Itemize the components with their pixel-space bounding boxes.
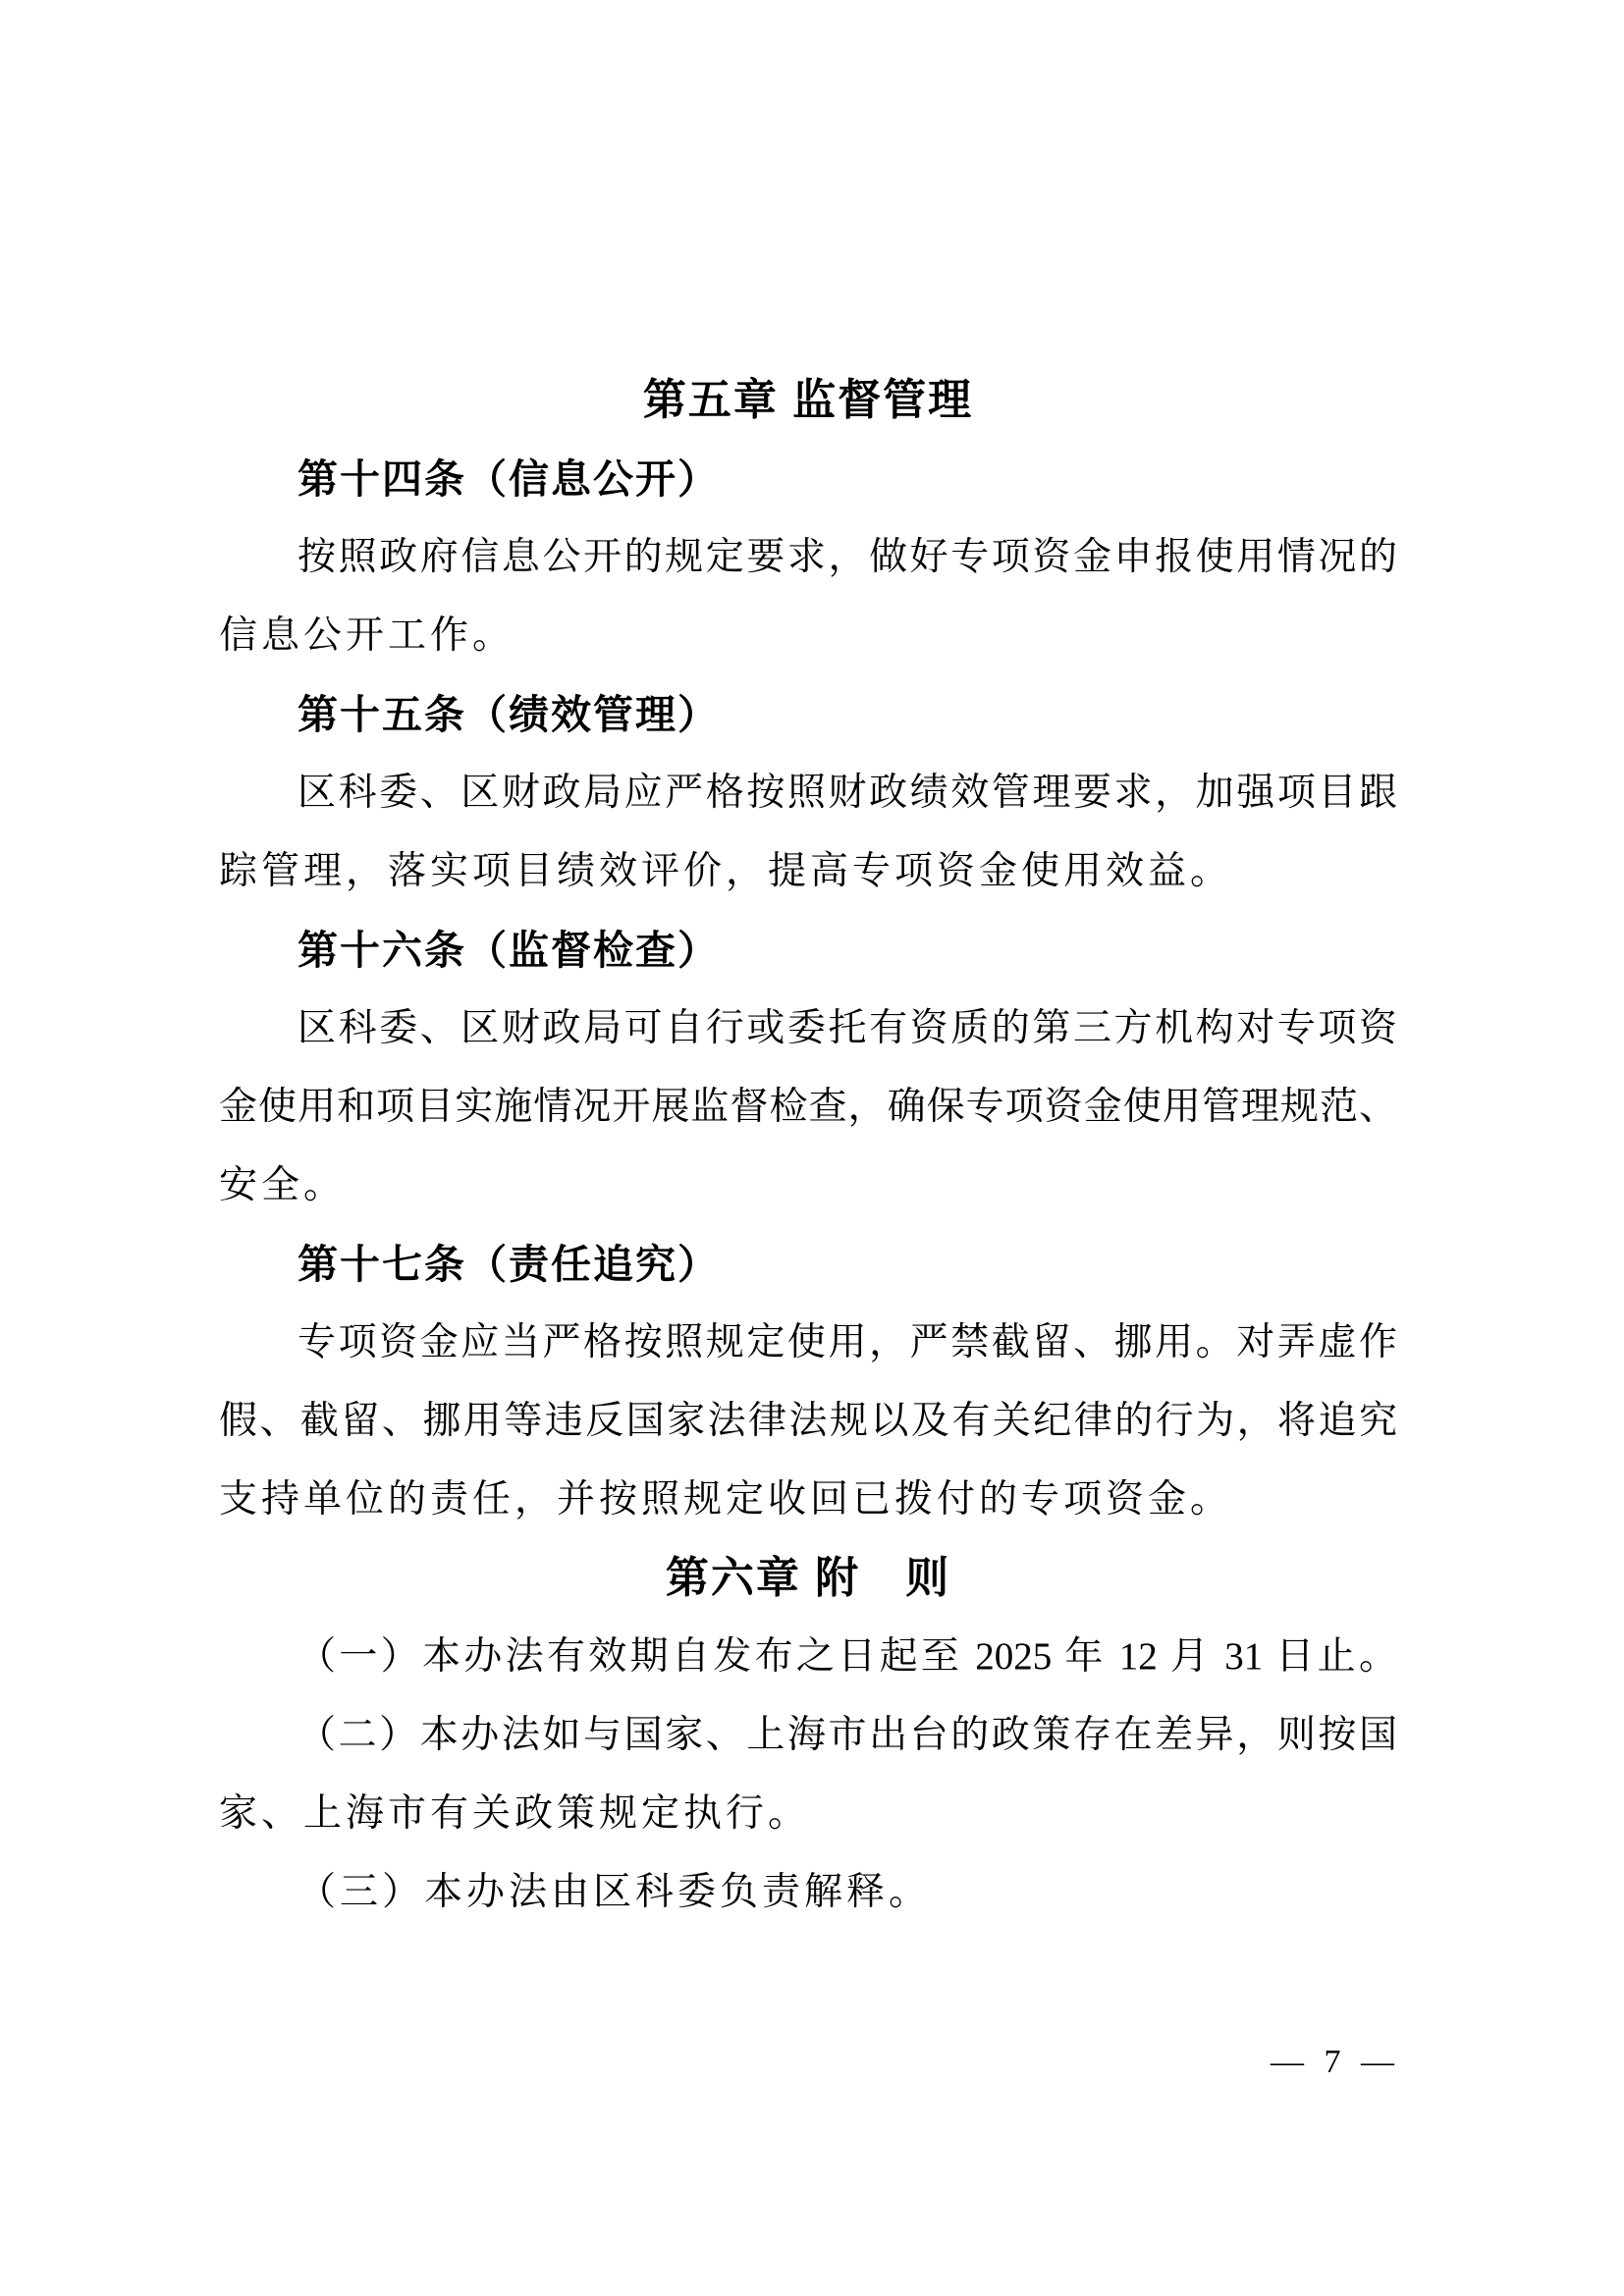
body-line: 区科委、区财政局应严格按照财政绩效管理要求，加强项目跟 — [298, 772, 1397, 814]
article-heading: 第十六条（监督检查） — [298, 928, 720, 973]
body-line: 按照政府信息公开的规定要求，做好专项资金申报使用情况的 — [298, 536, 1397, 578]
body-line: 区科委、区财政局可自行或委托有资质的第三方机构对专项资 — [298, 1007, 1397, 1049]
body-line: 信息公开工作。 — [219, 614, 515, 657]
body-line: 专项资金应当严格按照规定使用，严禁截留、挪用。对弄虚作 — [298, 1321, 1397, 1363]
body-line: 安全。 — [219, 1164, 347, 1206]
chapter-title: 第五章 监督管理 — [642, 376, 974, 424]
body-line: 家、上海市有关政策规定执行。 — [219, 1792, 811, 1835]
article-heading: 第十四条（信息公开） — [298, 456, 720, 502]
body-line: 金使用和项目实施情况开展监督检查，确保专项资金使用管理规范、 — [219, 1086, 1397, 1128]
body-line: 支持单位的责任，并按照规定收回已拨付的专项资金。 — [219, 1478, 1233, 1521]
article-heading: 第十七条（责任追究） — [298, 1242, 720, 1287]
article-heading: 第十五条（绩效管理） — [298, 692, 720, 737]
body-line: （二）本办法如与国家、上海市出台的政策存在差异，则按国 — [298, 1714, 1397, 1756]
body-line: 假、截留、挪用等违反国家法律法规以及有关纪律的行为，将追究 — [219, 1400, 1397, 1442]
body-line: 踪管理，落实项目绩效评价，提高专项资金使用效益。 — [219, 850, 1233, 892]
document-content — [219, 361, 1397, 1932]
chapter-title: 第六章 附 则 — [665, 1554, 951, 1602]
body-line: （三）本办法由区科委负责解释。 — [298, 1871, 932, 1913]
body-line: （一）本办法有效期自发布之日起至 2025 年 12 月 31 日止。 — [298, 1635, 1397, 1678]
page-number: — 7 — — [1271, 2044, 1400, 2080]
